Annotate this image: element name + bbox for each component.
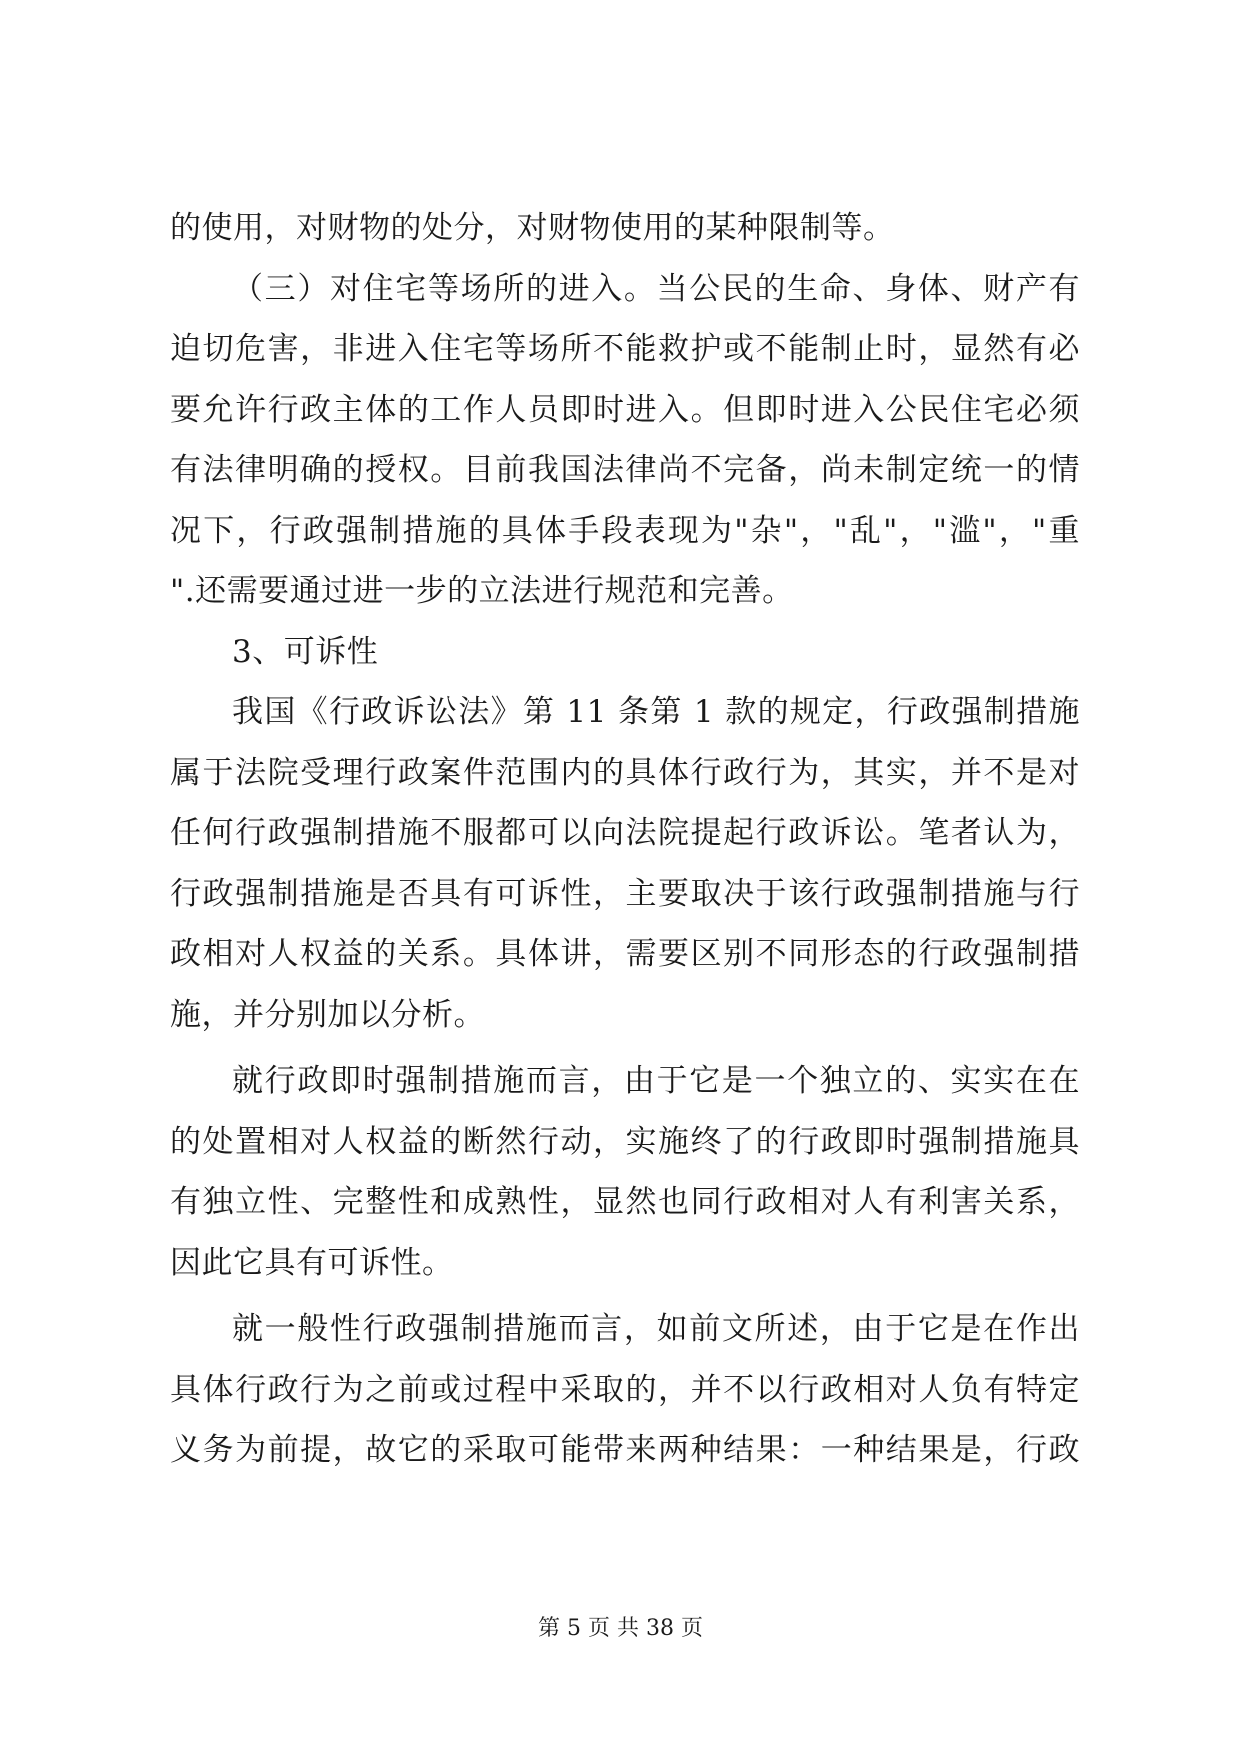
page-number: 第 5 页 共 38 页 <box>538 1616 703 1641</box>
text-line: 行政强制措施是否具有可诉性，主要取决于该行政强制措施与行 <box>170 875 1080 912</box>
text-line: 具体行政行为之前或过程中采取的，并不以行政相对人负有特定 <box>170 1371 1080 1408</box>
text-line: 施，并分别加以分析。 <box>170 996 485 1033</box>
text-line: 就行政即时强制措施而言，由于它是一个独立的、实实在在 <box>232 1063 1080 1099</box>
text-line: 任何行政强制措施不服都可以向法院提起行政诉讼。笔者认为， <box>170 815 1080 851</box>
text-line: 属于法院受理行政案件范围内的具体行政行为，其实，并不是对 <box>170 754 1080 791</box>
text-line: 义务为前提，故它的采取可能带来两种结果：一种结果是，行政 <box>170 1432 1080 1468</box>
text-line: ".还需要通过进一步的立法进行规范和完善。 <box>170 573 794 609</box>
text-line: 有法律明确的授权。目前我国法律尚不完备，尚未制定统一的情 <box>170 452 1080 488</box>
text-line: 我国《行政诉讼法》第 11 条第 1 款的规定，行政强制措施 <box>232 694 1080 730</box>
text-line: 因此它具有可诉性。 <box>170 1244 454 1281</box>
text-line: 况下，行政强制措施的具体手段表现为"杂"，"乱"，"滥"，"重 <box>170 512 1080 549</box>
text-line: 的使用，对财物的处分，对财物使用的某种限制等。 <box>170 210 895 246</box>
section-heading: 3、可诉性 <box>232 633 379 670</box>
text-line: （三）对住宅等场所的进入。当公民的生命、身体、财产有 <box>232 270 1080 307</box>
text-line: 政相对人权益的关系。具体讲，需要区别不同形态的行政强制措 <box>170 936 1080 972</box>
text-line: 的处置相对人权益的断然行动，实施终了的行政即时强制措施具 <box>170 1123 1080 1160</box>
page-footer <box>0 1611 1241 1642</box>
body-text <box>170 198 1080 1481</box>
text-line: 有独立性、完整性和成熟性，显然也同行政相对人有利害关系， <box>170 1184 1080 1220</box>
text-line: 迫切危害，非进入住宅等场所不能救护或不能制止时，显然有必 <box>170 331 1080 367</box>
text-line: 就一般性行政强制措施而言，如前文所述，由于它是在作出 <box>232 1311 1080 1347</box>
text-line: 要允许行政主体的工作人员即时进入。但即时进入公民住宅必须 <box>170 391 1080 428</box>
